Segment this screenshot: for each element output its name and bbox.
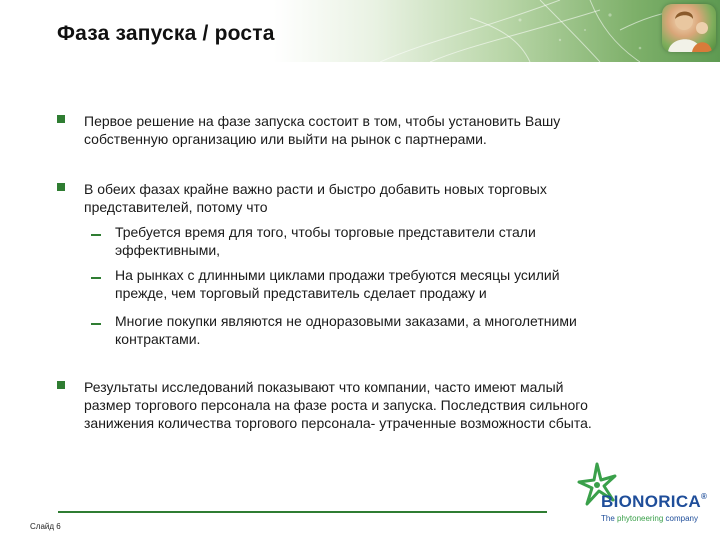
dash-bullet-icon: [91, 277, 101, 279]
bionorica-logo: [575, 462, 715, 528]
sub-bullet-text: [115, 266, 651, 302]
sub-bullet-line: Требуется время для того, чтобы торговые представители стали: [115, 224, 536, 240]
logo-wordmark: [601, 492, 707, 512]
dash-bullet-icon: [91, 323, 101, 325]
bullet-line: размер торгового персонала на фазе роста и запуска. Последствия сильного: [84, 397, 588, 413]
sub-bullet-text: [115, 223, 651, 259]
sub-bullet-line: Многие покупки являются не одноразовыми заказами, а многолетними: [115, 313, 577, 329]
tagline-prefix: The: [601, 514, 618, 523]
sub-bullet-line: На рынках с длинными циклами продажи требуются месяцы усилий: [115, 267, 560, 283]
slide-title: Фаза запуска / роста: [57, 22, 275, 45]
square-bullet-icon: [57, 183, 65, 191]
square-bullet-icon: [57, 381, 65, 389]
dash-bullet-icon: [91, 234, 101, 236]
bullet-text: [84, 378, 677, 432]
bullet-text: [84, 112, 657, 148]
sub-bullet-item: [91, 312, 651, 348]
tagline-suffix: company: [663, 514, 698, 523]
sub-bullet-text: [115, 312, 651, 348]
sub-bullet-item: [91, 223, 651, 259]
bullet-item: [57, 112, 657, 148]
bullet-line: занижения количества торгового персонала- утраченные возможности сбыта.: [84, 415, 592, 431]
bullet-line: представителей, потому что: [84, 199, 268, 215]
sub-bullet-line: прежде, чем торговый представитель сделает продажу и: [115, 285, 487, 301]
bullet-item: [57, 378, 677, 432]
sub-bullet-line: контрактами.: [115, 331, 201, 347]
bullet-line: Результаты исследований показывают что компании, часто имеют малый: [84, 379, 564, 395]
bullet-item: [57, 180, 657, 216]
square-bullet-icon: [57, 115, 65, 123]
logo-tagline: [601, 514, 698, 523]
registered-mark: ®: [700, 492, 708, 501]
bullet-line: В обеих фазах крайне важно расти и быстро добавить новых торговых: [84, 181, 547, 197]
footer-divider: [58, 511, 547, 513]
slide-number: Слайд 6: [30, 522, 61, 531]
bullet-line: собственную организацию или выйти на рынок с партнерами.: [84, 131, 487, 147]
tagline-highlight: phytoneering: [617, 514, 664, 523]
sub-bullet-line: эффективными,: [115, 242, 221, 258]
bullet-line: Первое решение на фазе запуска состоит в том, чтобы установить Вашу: [84, 113, 561, 129]
bullet-text: [84, 180, 657, 216]
logo-name-text: BIONORICA: [601, 492, 701, 511]
sub-bullet-item: [91, 266, 651, 302]
